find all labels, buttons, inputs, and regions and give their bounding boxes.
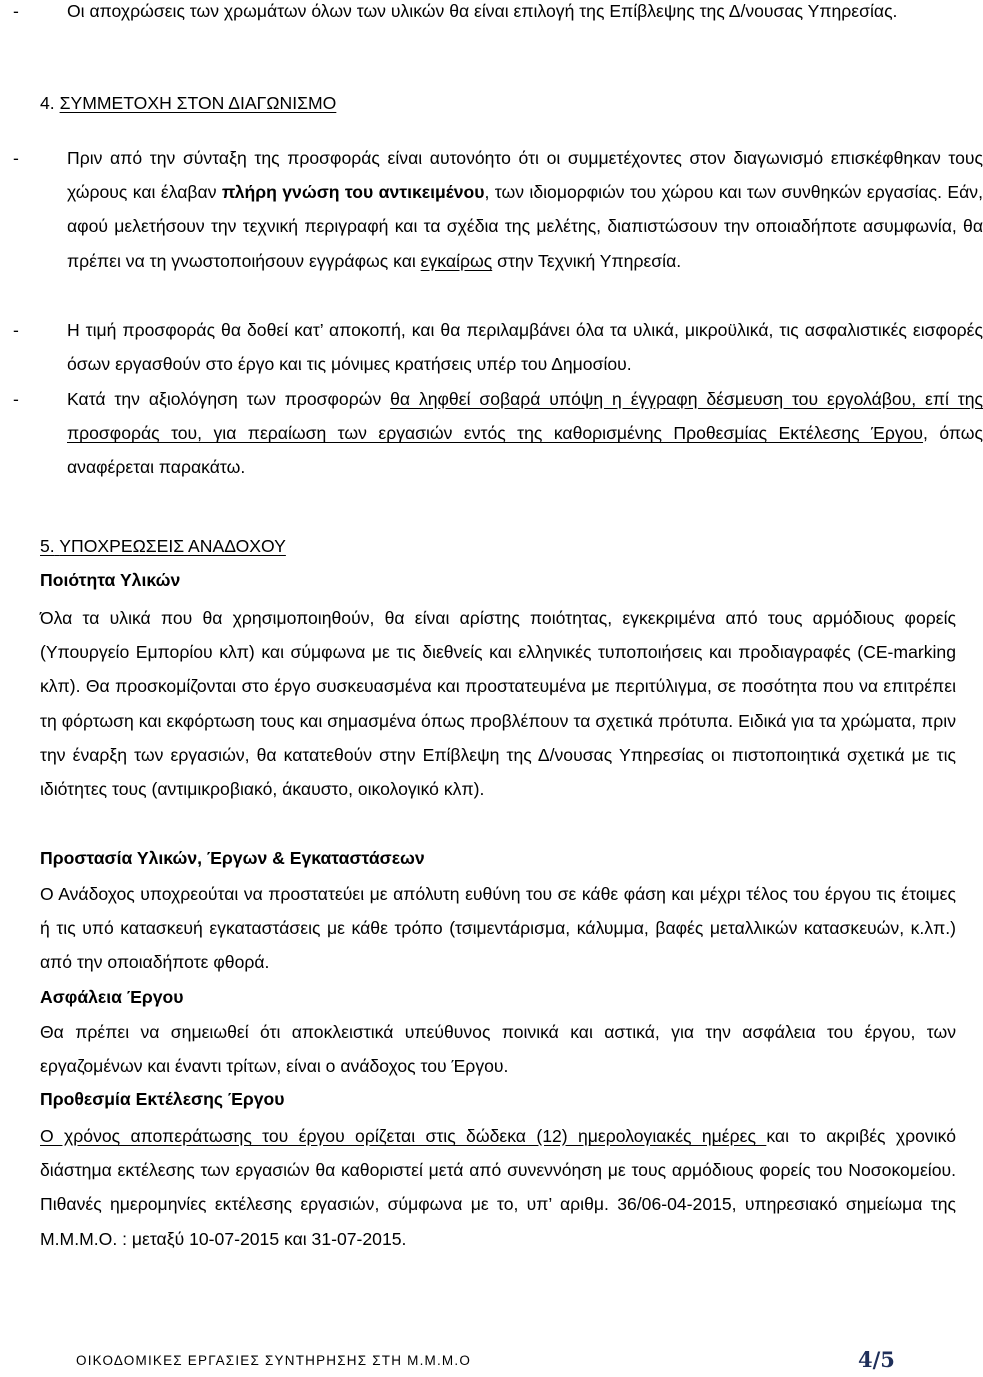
item-3-underlined: θα ληφθεί σοβαρά υπόψη η έγγραφη δέσμευση του εργολάβου, επί της προσφοράς του, για περαίωση των εργασιών εντός της καθορισμένης Προθεσμίας Εκτέλεσης Έργου — [67, 389, 983, 444]
section-5-heading — [40, 531, 286, 561]
item-1-text-c: στην Τεχνική Υπηρεσία. — [492, 250, 682, 271]
quality-paragraph: Όλα τα υλικά που θα χρησιμοποιηθούν, θα είναι αρίστης ποιότητας, εγκεκριμένα από τους αρμόδιους φορείς (Υπουργείο Εμπορίου κλπ) και σύμφωνα με τις διεθνείς και ελληνικές τυποποιήσεις και προδιαγραφές (CE-marking κλπ). Θα προσκομίζονται στο έργο συσκευασμένα και προστατευμένα με περιτύλιγμα, σε ποσότητα που να επιτρέπει τη φόρτωση και εκφόρτωση τους και σημασμένα όπως προβλέπουν τα σχετικά πρότυπα. Ειδικά για τα χρώματα, πριν την έναρξη των εργασιών, θα κατατεθούν στην Επίβλεψη της Δ/νουσας Υπηρεσίας οι πιστοποιητικά σχετικά με τις ιδιότητες τους (αντιμικροβιακό, άκαυστο, οικολογικό κλπ). — [40, 608, 956, 800]
page-number: 4/5 — [858, 1347, 895, 1372]
intro-paragraph — [13, 0, 983, 28]
item-2-text: Η τιμή προσφοράς θα δοθεί κατ’ αποκοπή, και θα περιλαμβάνει όλα τα υλικά, μικροϋλικά, τις ασφαλιστικές εισφορές όσων εργασθούν στο έργο και τις μόνιμες κρατήσεις υπέρ του Δημοσίου. — [67, 320, 983, 375]
section-4-item-2 — [13, 313, 983, 381]
item-1-text-b: , των ιδιομορφιών του χώρου και των συνθηκών εργασίας. Εάν, αφού μελετήσουν την τεχνική περιγραφή και τα σχέδια της μελέτης, διαπιστώσουν την οποιαδήποτε ασυμφωνία, θα πρέπει να τη γνωστοποιήσουν εγγράφως και — [67, 182, 983, 271]
item-3-text-a: Κατά την αξιολόγηση των προσφορών — [67, 389, 391, 409]
section-4-heading — [40, 88, 336, 118]
list-dash: - — [13, 320, 19, 340]
section-4-number: 4. — [40, 93, 55, 113]
deadline-text: και το ακριβές χρονικό διάστημα εκτέλεσης των εργασιών θα καθοριστεί μετά από συνεννόηση με τους αρμόδιους φορείς του Νοσοκομείου. Πιθανές ημερομηνίες εκτέλεσης εργασιών, σύμφωνα με το, υπ’ αριθμ. 36/06-04-2015, υπηρεσιακό σημείωμα της Μ.Μ.Μ.Ο. : μεταξύ 10-07-2015 και 31-07-2015. — [40, 1126, 956, 1249]
intro-text: Οι αποχρώσεις των χρωμάτων όλων των υλικών θα είναι επιλογή της Επίβλεψης της Δ/νουσας Υπηρεσίας. — [67, 1, 898, 21]
deadline-paragraph — [40, 1119, 956, 1256]
list-dash: - — [13, 1, 19, 21]
safety-heading: Ασφάλεια Έργου — [40, 987, 184, 1007]
protection-heading: Προστασία Υλικών, Έργων & Εγκαταστάσεων — [40, 848, 425, 868]
item-3-text-b: , όπως αναφέρεται παρακάτω. — [67, 423, 983, 478]
item-1-bold: πλήρη γνώση του αντικειμένου — [221, 182, 485, 203]
footer-title: ΟΙΚΟΔΟΜΙΚΕΣ ΕΡΓΑΣΙΕΣ ΣΥΝΤΗΡΗΣΗΣ ΣΤΗ Μ.Μ.Μ.Ο — [76, 1353, 472, 1368]
list-dash: - — [13, 389, 19, 409]
section-4-item-1 — [13, 141, 983, 278]
item-1-underlined: εγκαίρως — [420, 250, 493, 271]
deadline-heading: Προθεσμία Εκτέλεσης Έργου — [40, 1089, 285, 1109]
quality-heading: Ποιότητα Υλικών — [40, 570, 181, 590]
deadline-underlined: Ο χρόνος αποπεράτωσης του έργου ορίζεται στις δώδεκα (12) ημερολογιακές ημέρες — [40, 1126, 767, 1146]
protection-paragraph: Ο Ανάδοχος υποχρεούται να προστατεύει με απόλυτη ευθύνη του σε κάθε φάση και μέχρι τέλος του έργου τις έτοιμες ή τις υπό κατασκευή εγκαταστάσεις με κάθε τρόπο (τσιμεντάρισμα, κάλυμμα, βαφές μεταλλικών κατασκευών, κ.λπ.) από την οποιαδήποτε φθορά. — [40, 884, 956, 973]
list-dash: - — [13, 148, 19, 168]
section-4-item-3 — [13, 382, 983, 485]
item-1-text-a: Πριν από την σύνταξη της προσφοράς είναι αυτονόητο ότι οι συμμετέχοντες στον διαγωνισμό επισκέφθηκαν τους χώρους και έλαβαν — [67, 148, 983, 203]
section-5-title: ΥΠΟΧΡΕΩΣΕΙΣ ΑΝΑΔΟΧΟΥ — [59, 536, 286, 556]
safety-paragraph: Θα πρέπει να σημειωθεί ότι αποκλειστικά υπεύθυνος ποινικά και αστικά, για την ασφάλεια του έργου, των εργαζομένων και έναντι τρίτων, είναι ο ανάδοχος του Έργου. — [40, 1022, 956, 1077]
section-4-title: ΣΥΜΜΕΤΟΧΗ ΣΤΟΝ ΔΙΑΓΩΝΙΣΜΟ — [59, 93, 337, 113]
section-5-number: 5. — [40, 536, 55, 556]
